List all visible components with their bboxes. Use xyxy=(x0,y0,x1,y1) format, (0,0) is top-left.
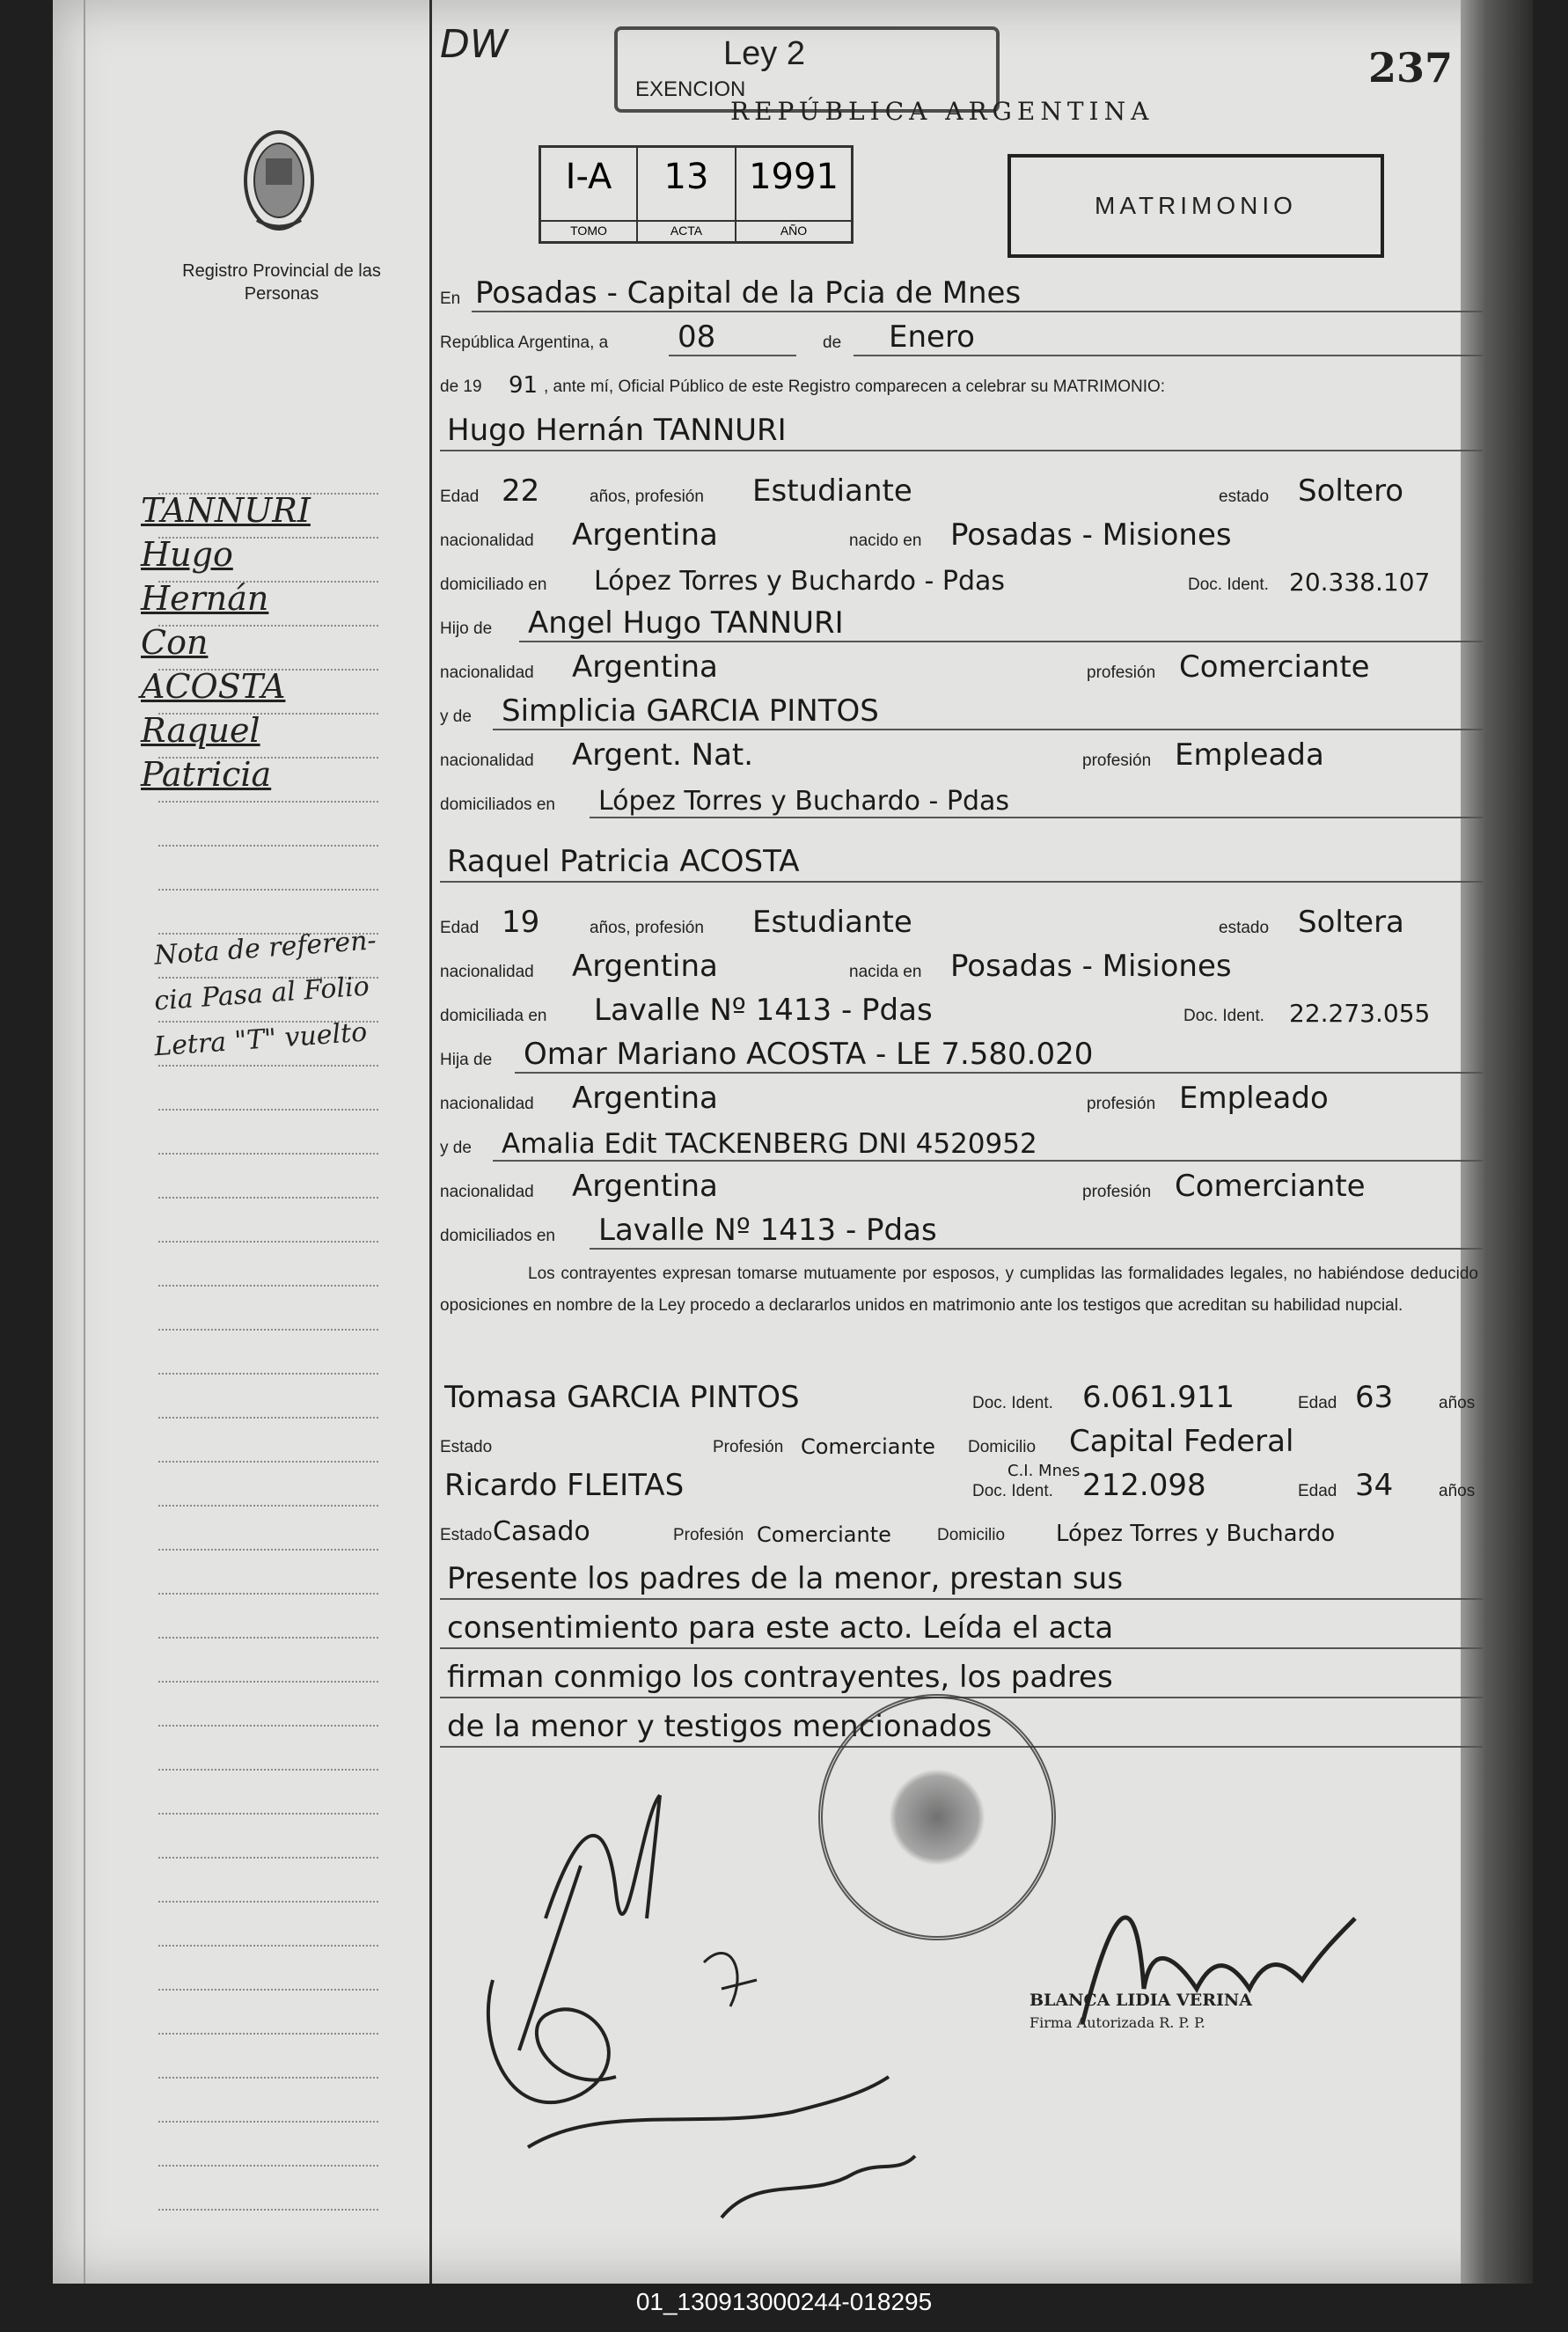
notes-text: de la menor y testigos mencionados xyxy=(447,1709,993,1744)
bride-profession: Estudiante xyxy=(752,905,912,940)
margin-name-line: Hernán xyxy=(141,579,269,618)
tomo-cell xyxy=(541,148,638,241)
label-doc-ident: Doc. Ident. xyxy=(972,1482,1053,1500)
signature-witness-1-icon xyxy=(704,1954,757,2006)
label-domiciliados: domiciliados en xyxy=(440,796,555,814)
bride-mother: Amalia Edit TACKENBERG DNI 4520952 xyxy=(502,1128,1037,1160)
label-y-de: y de xyxy=(440,708,472,726)
date-row xyxy=(440,312,1483,356)
ano-value: 1991 xyxy=(749,157,839,197)
bride-age: 19 xyxy=(502,905,540,940)
notes-text: firman conmigo los contrayentes, los padres xyxy=(447,1660,1113,1695)
witness2-status: Casado xyxy=(493,1516,590,1547)
official-title: Firma Autorizada R. P. P. xyxy=(1029,2014,1205,2031)
groom-status: Soltero xyxy=(1298,473,1404,509)
label-en: En xyxy=(440,290,461,308)
label-profesion: Profesión xyxy=(713,1438,784,1456)
label-domicilio: Domicilio xyxy=(968,1438,1037,1456)
margin-ruled-line xyxy=(158,1901,378,1903)
record-index-box xyxy=(539,145,854,244)
witness2-age: 34 xyxy=(1355,1468,1394,1503)
official-name: BLANCA LIDIA VERINA xyxy=(1029,1991,1252,2010)
witness1-age: 63 xyxy=(1355,1380,1394,1415)
groom-parents-address-row xyxy=(440,774,1483,818)
label-doc-ident: Doc. Ident. xyxy=(972,1394,1053,1412)
year-value: 91 xyxy=(509,372,539,399)
margin-note-line: Nota de referen- xyxy=(153,925,377,972)
page-number: 237 xyxy=(1368,44,1454,92)
stamp-exemption-text: EXENCION xyxy=(635,77,746,101)
witness2-row xyxy=(440,1461,1483,1505)
signature-contrayente-1-icon xyxy=(519,1795,660,2050)
margin-ruled-line xyxy=(158,1197,378,1199)
official-signature-caption xyxy=(1029,1989,1252,2035)
witness2-address: López Torres y Buchardo xyxy=(1056,1521,1336,1547)
signature-contrayente-2-icon xyxy=(488,1980,616,2102)
groom-father-row xyxy=(440,598,1483,642)
country-heading: REPÚBLICA ARGENTINA xyxy=(730,97,1154,126)
bride-parents-address-row xyxy=(440,1206,1483,1250)
margin-ruled-line xyxy=(158,889,378,891)
witness2-profession: Comerciante xyxy=(757,1522,891,1547)
notes-text: Presente los padres de la menor, prestan sus xyxy=(447,1561,1124,1596)
tomo-label: TOMO xyxy=(541,220,636,238)
signatures-area xyxy=(440,1760,1478,2253)
witness1-profession: Comerciante xyxy=(801,1434,935,1459)
notes-line xyxy=(440,1647,1483,1698)
groom-mother: Simplicia GARCIA PINTOS xyxy=(502,693,879,729)
margin-ruled-line xyxy=(158,2209,378,2211)
groom-parents-address: López Torres y Buchardo - Pdas xyxy=(598,786,1010,817)
margin-ruled-line xyxy=(158,1681,378,1683)
label-profesion: Profesión xyxy=(673,1526,744,1544)
record-type-box: MATRIMONIO xyxy=(1007,154,1384,258)
margin-ruled-line xyxy=(158,1989,378,1991)
bride-father-nationality: Argentina xyxy=(572,1081,718,1116)
margin-name-line: ACOSTA xyxy=(141,667,286,706)
witness2-doc-note: C.I. Mnes xyxy=(1007,1462,1081,1480)
label-nacionalidad: nacionalidad xyxy=(440,963,534,981)
label-profesion: profesión xyxy=(1082,1183,1152,1201)
top-initials: DW xyxy=(440,22,509,67)
label-edad: Edad xyxy=(1298,1482,1337,1500)
year-row xyxy=(440,356,1483,400)
bride-doc: 22.273.055 xyxy=(1289,999,1431,1028)
margin-ruled-line xyxy=(158,1417,378,1419)
groom-father-nationality: Argentina xyxy=(572,649,718,685)
margin-ruled-line xyxy=(158,1241,378,1243)
label-edad: Edad xyxy=(1298,1394,1337,1412)
margin-ruled-line xyxy=(158,2165,378,2167)
label-domiciliado: domiciliado en xyxy=(440,576,547,594)
bride-address: Lavalle Nº 1413 - Pdas xyxy=(594,993,933,1028)
groom-profession: Estudiante xyxy=(752,473,912,509)
bride-nationality: Argentina xyxy=(572,949,718,984)
margin-ruled-line xyxy=(158,1461,378,1463)
groom-mother-nat-row xyxy=(440,730,1483,774)
margin-ruled-line xyxy=(158,1549,378,1551)
witness2-detail-row xyxy=(440,1505,1483,1549)
declaration-text: Los contrayentes expresan tomarse mutuamente por esposos, y cumplidas las formalidades legales, no habiéndose deducido oposiciones en nombre de la Ley procedo a declararlos unidos en matrimonio ante los testigos que acreditan su habilidad nupcial. xyxy=(440,1265,1478,1315)
label-nacionalidad: nacionalidad xyxy=(440,664,534,682)
column-divider xyxy=(429,0,432,2284)
label-de-19: de 19 xyxy=(440,378,482,396)
margin-ruled-line xyxy=(158,1813,378,1815)
acta-cell xyxy=(638,148,736,241)
left-margin-line xyxy=(84,0,85,2284)
groom-nationality: Argentina xyxy=(572,517,718,553)
label-hija-de: Hija de xyxy=(440,1051,493,1069)
witness1-detail-row xyxy=(440,1417,1483,1461)
bride-name: Raquel Patricia ACOSTA xyxy=(447,844,800,879)
label-domiciliados: domiciliados en xyxy=(440,1227,555,1245)
label-nacionalidad: nacionalidad xyxy=(440,1183,534,1201)
label-republica: República Argentina, a xyxy=(440,334,609,352)
bride-address-row xyxy=(440,986,1483,1030)
image-id-footer: 01_130913000244-018295 xyxy=(635,2288,933,2315)
margin-ruled-line xyxy=(158,1065,378,1067)
label-anos: años xyxy=(1439,1394,1476,1412)
provincial-crest-icon xyxy=(239,123,319,238)
groom-doc: 20.338.107 xyxy=(1289,568,1431,597)
label-de: de xyxy=(823,334,842,352)
bride-birthplace: Posadas - Misiones xyxy=(950,949,1232,984)
tomo-value: I-A xyxy=(565,157,612,197)
bride-mother-nationality: Argentina xyxy=(572,1169,718,1204)
margin-ruled-line xyxy=(158,1637,378,1639)
margin-ruled-line xyxy=(158,2033,378,2035)
acta-value: 13 xyxy=(663,157,709,197)
label-estado: Estado xyxy=(440,1526,493,1544)
registry-label: Registro Provincial de las Personas xyxy=(182,261,381,304)
groom-father-nat-row xyxy=(440,642,1483,686)
label-anos-profesion: años, profesión xyxy=(590,488,704,506)
margin-ruled-line xyxy=(158,1505,378,1507)
bride-mother-profession: Comerciante xyxy=(1175,1169,1366,1204)
bride-mother-nat-row xyxy=(440,1162,1483,1206)
margin-ruled-line xyxy=(158,801,378,803)
witness2-doc: 212.098 xyxy=(1082,1468,1206,1503)
groom-age-row xyxy=(440,466,1483,510)
margin-ruled-line xyxy=(158,1857,378,1859)
bride-father-profession: Empleado xyxy=(1179,1081,1329,1116)
place-value: Posadas - Capital de la Pcia de Mnes xyxy=(475,275,1022,311)
bride-status: Soltera xyxy=(1298,905,1404,940)
margin-ruled-line xyxy=(158,2077,378,2079)
month-value: Enero xyxy=(889,319,975,355)
label-hijo-de: Hijo de xyxy=(440,620,493,638)
margin-ruled-line xyxy=(158,1769,378,1771)
ano-label: AÑO xyxy=(736,220,851,238)
margin-ruled-line xyxy=(158,1593,378,1595)
label-edad: Edad xyxy=(440,919,480,937)
margin-ruled-line xyxy=(158,1329,378,1331)
margin-name-line: Hugo xyxy=(141,535,233,574)
label-profesion: profesión xyxy=(1082,752,1152,770)
bride-father: Omar Mariano ACOSTA - LE 7.580.020 xyxy=(524,1037,1094,1072)
signature-witness-2-icon xyxy=(528,2077,889,2147)
bride-mother-row xyxy=(440,1118,1483,1162)
label-anos: años xyxy=(1439,1482,1476,1500)
groom-nationality-row xyxy=(440,510,1483,554)
groom-name: Hugo Hernán TANNURI xyxy=(447,413,787,448)
label-nacionalidad: nacionalidad xyxy=(440,532,534,550)
margin-ruled-line xyxy=(158,1153,378,1155)
day-value: 08 xyxy=(678,319,716,355)
label-nacida-en: nacida en xyxy=(849,963,922,981)
label-profesion: profesión xyxy=(1087,1095,1156,1113)
margin-ruled-line xyxy=(158,845,378,847)
bride-nationality-row xyxy=(440,942,1483,986)
label-nacionalidad: nacionalidad xyxy=(440,752,534,770)
place-row xyxy=(440,268,1483,312)
groom-age: 22 xyxy=(502,473,540,509)
groom-name-row xyxy=(440,400,1483,451)
acta-label: ACTA xyxy=(638,220,735,238)
margin-note-line: cia Pasa al Folio xyxy=(153,971,370,1017)
witness2-name: Ricardo FLEITAS xyxy=(444,1468,685,1503)
groom-birthplace: Posadas - Misiones xyxy=(950,517,1232,553)
margin-note-line: Letra "T" vuelto xyxy=(153,1016,369,1063)
label-ante: , ante mí, Oficial Público de este Registro comparecen a celebrar su MATRIMONIO: xyxy=(544,378,1166,396)
notes-line xyxy=(440,1598,1483,1649)
label-nacido-en: nacido en xyxy=(849,532,922,550)
label-nacionalidad: nacionalidad xyxy=(440,1095,534,1113)
groom-address: López Torres y Buchardo - Pdas xyxy=(594,566,1006,597)
stamp-law-text: Ley 2 xyxy=(723,35,805,72)
bride-father-nat-row xyxy=(440,1074,1483,1118)
bride-age-row xyxy=(440,898,1483,942)
label-domiciliada: domiciliada en xyxy=(440,1007,547,1025)
ano-cell xyxy=(736,148,851,241)
groom-father-profession: Comerciante xyxy=(1179,649,1370,685)
label-anos-profesion: años, profesión xyxy=(590,919,704,937)
margin-name-line: Patricia xyxy=(141,755,272,794)
witness1-doc: 6.061.911 xyxy=(1082,1380,1235,1415)
label-domicilio: Domicilio xyxy=(937,1526,1006,1544)
notes-text: consentimiento para este acto. Leída el acta xyxy=(447,1610,1114,1646)
label-profesion: profesión xyxy=(1087,664,1156,682)
bride-parents-address: Lavalle Nº 1413 - Pdas xyxy=(598,1213,937,1248)
groom-address-row xyxy=(440,554,1483,598)
label-y-de: y de xyxy=(440,1139,472,1157)
witness1-name: Tomasa GARCIA PINTOS xyxy=(444,1380,800,1415)
groom-father: Angel Hugo TANNURI xyxy=(528,605,844,641)
label-estado: Estado xyxy=(440,1438,493,1456)
witness1-row xyxy=(440,1373,1483,1417)
label-doc-ident: Doc. Ident. xyxy=(1183,1007,1264,1025)
margin-name-line: TANNURI xyxy=(141,491,311,530)
margin-name-line: Con xyxy=(141,623,209,662)
witness1-address: Capital Federal xyxy=(1069,1424,1294,1459)
margin-ruled-line xyxy=(158,1373,378,1375)
margin-ruled-line xyxy=(158,1109,378,1111)
groom-mother-profession: Empleada xyxy=(1175,737,1324,773)
margin-ruled-line xyxy=(158,1725,378,1727)
label-edad: Edad xyxy=(440,488,480,506)
margin-name-line: Raquel xyxy=(141,711,260,750)
margin-ruled-line xyxy=(158,1945,378,1947)
label-doc-ident: Doc. Ident. xyxy=(1188,576,1269,594)
label-estado: estado xyxy=(1219,488,1270,506)
groom-mother-nationality: Argent. Nat. xyxy=(572,737,754,773)
signature-parent-icon xyxy=(722,2156,915,2218)
notes-line xyxy=(440,1549,1483,1600)
bride-name-row xyxy=(440,832,1483,883)
bride-father-row xyxy=(440,1030,1483,1074)
margin-ruled-line xyxy=(158,2121,378,2123)
margin-ruled-line xyxy=(158,1285,378,1287)
groom-mother-row xyxy=(440,686,1483,730)
label-estado: estado xyxy=(1219,919,1270,937)
